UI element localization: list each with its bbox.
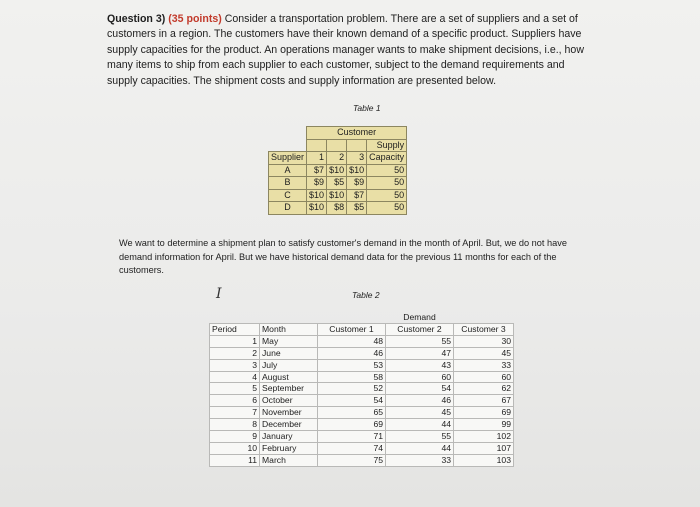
cell-c2: 44 xyxy=(386,442,454,454)
cell-c3: 99 xyxy=(454,419,514,431)
supply-header-line2: Capacity xyxy=(367,152,407,165)
cell-c1: 52 xyxy=(318,383,386,395)
cell-c1: 58 xyxy=(318,371,386,383)
cell-c3: 102 xyxy=(454,431,514,443)
demand-header: Demand xyxy=(403,312,436,322)
cell-c2: 47 xyxy=(386,347,454,359)
cell-c1: 75 xyxy=(318,454,386,466)
cell-month: November xyxy=(260,407,318,419)
table-row xyxy=(210,454,514,466)
cell-c1: 74 xyxy=(318,442,386,454)
cell-c2: 46 xyxy=(386,395,454,407)
table-row xyxy=(210,407,514,419)
cell-c1: 54 xyxy=(318,395,386,407)
table-row xyxy=(210,335,514,347)
cell-c2: 45 xyxy=(386,407,454,419)
cell-c3: 60 xyxy=(454,371,514,383)
customer-col-2: 2 xyxy=(327,152,347,165)
cell-c3: 45 xyxy=(454,347,514,359)
customer-header: Customer xyxy=(307,127,407,140)
cost-table xyxy=(268,126,407,215)
cell-period: 4 xyxy=(210,371,260,383)
cell-month: July xyxy=(260,359,318,371)
table-row: B $9 $5 $9 50 xyxy=(269,177,407,190)
question-body: Consider a transportation problem. There are a set of suppliers and a set of customers in a region. The customers have their known demand of a specific product. Suppliers have supply capacities for the product. An operations manager wants to make shipment decisions, i.e., how many items to ship from each supplier to each customer, subject to the demand requirements and supply capacities. The shipment costs and supply information are presented below. xyxy=(107,13,584,87)
cell-month: January xyxy=(260,431,318,443)
table-row xyxy=(210,431,514,443)
table-row xyxy=(210,359,514,371)
customer1-header: Customer 1 xyxy=(318,323,386,335)
cell-c2: 43 xyxy=(386,359,454,371)
cell-month: September xyxy=(260,383,318,395)
cell-period: 5 xyxy=(210,383,260,395)
cell-month: October xyxy=(260,395,318,407)
question-text xyxy=(107,12,597,89)
cell-period: 8 xyxy=(210,419,260,431)
cell-period: 1 xyxy=(210,335,260,347)
customer-col-3: 3 xyxy=(347,152,367,165)
question-points: (35 points) xyxy=(168,13,222,25)
table-row xyxy=(210,371,514,383)
cell-month: May xyxy=(260,335,318,347)
cell-c3: 67 xyxy=(454,395,514,407)
cell-c3: 107 xyxy=(454,442,514,454)
instruction-paragraph: We want to determine a shipment plan to satisfy customer's demand in the month of April. But, we do not have demand information for April. But we have historical demand data for the previous 11 months for each of the customers. xyxy=(119,238,567,276)
cell-c3: 30 xyxy=(454,335,514,347)
cell-c2: 33 xyxy=(386,454,454,466)
cell-c3: 103 xyxy=(454,454,514,466)
text-cursor-icon: I xyxy=(216,286,222,302)
cell-month: March xyxy=(260,454,318,466)
supplier-header: Supplier xyxy=(269,152,307,165)
table-row xyxy=(210,383,514,395)
cell-c1: 48 xyxy=(318,335,386,347)
cell-c2: 60 xyxy=(386,371,454,383)
cell-month: August xyxy=(260,371,318,383)
table-row: A $7 $10 $10 50 xyxy=(269,164,407,177)
cell-period: 11 xyxy=(210,454,260,466)
table-row xyxy=(210,419,514,431)
cell-c1: 46 xyxy=(318,347,386,359)
table-row: C $10 $10 $7 50 xyxy=(269,189,407,202)
table1-caption: Table 1 xyxy=(353,103,381,113)
demand-table xyxy=(209,312,514,467)
cell-period: 9 xyxy=(210,431,260,443)
table-row: D $10 $8 $5 50 xyxy=(269,202,407,215)
cell-c1: 65 xyxy=(318,407,386,419)
cell-c3: 69 xyxy=(454,407,514,419)
table-row xyxy=(210,442,514,454)
cell-c2: 55 xyxy=(386,335,454,347)
cell-month: February xyxy=(260,442,318,454)
cell-period: 6 xyxy=(210,395,260,407)
cell-c1: 53 xyxy=(318,359,386,371)
cell-period: 10 xyxy=(210,442,260,454)
table-row xyxy=(210,395,514,407)
question-label: Question 3) xyxy=(107,13,166,25)
cell-c1: 71 xyxy=(318,431,386,443)
customer3-header: Customer 3 xyxy=(454,323,514,335)
cell-period: 3 xyxy=(210,359,260,371)
cell-period: 2 xyxy=(210,347,260,359)
month-header: Month xyxy=(260,323,318,335)
cell-c3: 62 xyxy=(454,383,514,395)
supply-header-line1: Supply xyxy=(367,139,407,152)
cell-period: 7 xyxy=(210,407,260,419)
cell-c2: 54 xyxy=(386,383,454,395)
cell-c3: 33 xyxy=(454,359,514,371)
cell-c1: 69 xyxy=(318,419,386,431)
customer2-header: Customer 2 xyxy=(386,323,454,335)
cell-c2: 44 xyxy=(386,419,454,431)
cell-month: December xyxy=(260,419,318,431)
customer-col-1: 1 xyxy=(307,152,327,165)
period-header: Period xyxy=(210,323,260,335)
cell-c2: 55 xyxy=(386,431,454,443)
table2-caption: Table 2 xyxy=(352,290,380,300)
table-row xyxy=(210,347,514,359)
cell-month: June xyxy=(260,347,318,359)
